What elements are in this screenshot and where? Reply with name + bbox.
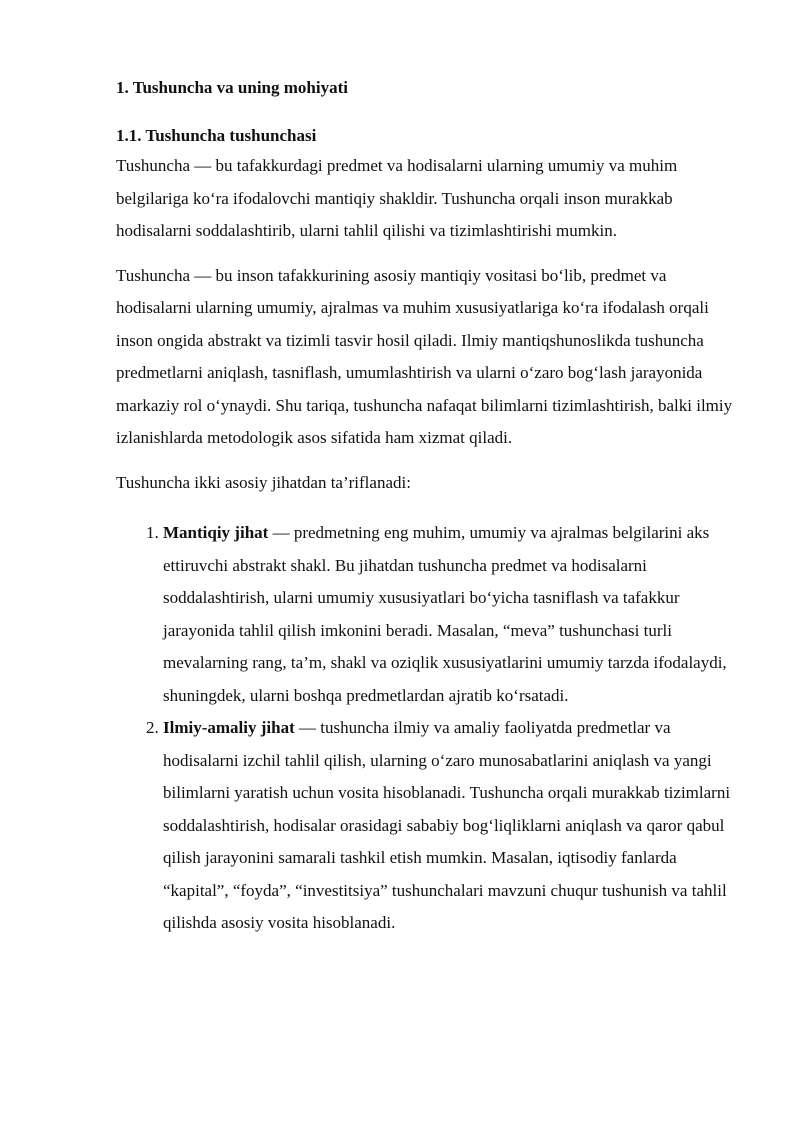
- list-item-term: Ilmiy-amaliy jihat: [163, 718, 295, 737]
- list-item-text: — predmetning eng muhim, umumiy va ajralmas belgilarini aks ettiruvchi abstrakt shakl. Bu jihatdan tushuncha predmet va hodisalarni soddalashtirish, ularni umumiy xususiyatlari bo‘yicha tasniflash va tafakkur jarayonida tahlil qilish imkonini beradi. Masalan, “meva” tushunchasi turli mevalarning rang, ta’m, shakl va oziqlik xususiyatlarini umumiy tarzda ifodalaydi, shuningdek, ularni boshqa predmetlardan ajratib ko‘rsatadi.: [163, 523, 727, 705]
- document-page: [116, 74, 740, 940]
- paragraph-list-intro: Tushuncha ikki asosiy jihatdan ta’riflanadi:: [116, 472, 411, 492]
- paragraph-definition: Tushuncha — bu tafakkurdagi predmet va hodisalarni ularning umumiy va muhim belgilariga ko‘ra ifodalovchi mantiqiy shakldir. Tushuncha orqali inson murakkab hodisalarni soddalashtirib, ularni tahlil qilishi va tizimlashtirishi mumkin.: [116, 156, 678, 240]
- section-heading: 1. Tushuncha va uning mohiyati: [116, 78, 348, 97]
- subsection-heading: 1.1. Tushuncha tushunchasi: [116, 126, 317, 145]
- list-item: [163, 517, 740, 712]
- list-item: [163, 712, 740, 940]
- list-item-text: — tushuncha ilmiy va amaliy faoliyatda predmetlar va hodisalarni izchil tahlil qilish, ularning o‘zaro munosabatlarini aniqlash va yangi bilimlarni yaratish uchun vosita hisoblanadi. Tushuncha orqali murakkab tizimlarni soddalashtirish, hodisalar orasidagi sababiy bog‘liqliklarni aniqlash va qaror qabul qilish jarayonini samarali tashkil etish mumkin. Masalan, iqtisodiy fanlarda “kapital”, “foyda”, “investitsiya” tushunchalari mavzuni chuqur tushunish va tahlil qilishda asosiy vosita hisoblanadi.: [163, 718, 731, 932]
- aspects-list: [116, 517, 740, 940]
- list-item-term: Mantiqiy jihat: [163, 523, 269, 542]
- paragraph-explanation: Tushuncha — bu inson tafakkurining asosiy mantiqiy vositasi bo‘lib, predmet va hodisalarni ularning umumiy, ajralmas va muhim xususiyatlariga ko‘ra ifodalash orqali inson ongida abstrakt va tizimli tasvir hosil qiladi. Ilmiy mantiqshunoslikda tushuncha predmetlarni aniqlash, tasniflash, umumlashtirish va ularni o‘zaro bog‘lash jarayonida markaziy rol o‘ynaydi. Shu tariqa, tushuncha nafaqat bilimlarni tizimlashtirish, balki ilmiy izlanishlarda metodologik asos sifatida ham xizmat qiladi.: [116, 265, 733, 447]
